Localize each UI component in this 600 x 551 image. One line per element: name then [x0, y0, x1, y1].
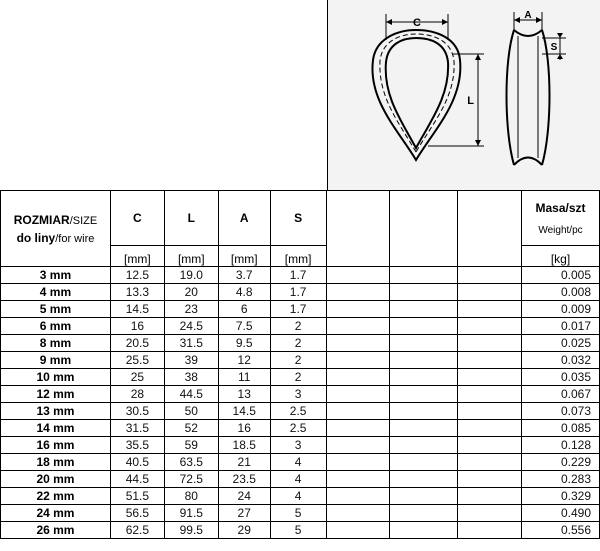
empty-cell: [458, 386, 522, 403]
table-row: [1, 267, 600, 284]
table-row: [1, 488, 600, 505]
empty-cell: [390, 437, 458, 454]
a-cell: 13: [218, 386, 270, 403]
table-row: [1, 437, 600, 454]
header-row: [1, 191, 600, 246]
l-cell: 24.5: [164, 318, 218, 335]
dim-l-label: L: [467, 95, 474, 107]
empty-cell: [458, 267, 522, 284]
mass-cell: 0.283: [522, 471, 600, 488]
c-cell: 25.5: [110, 352, 164, 369]
empty-cell: [390, 301, 458, 318]
table-row: [1, 369, 600, 386]
l-cell: 63.5: [164, 454, 218, 471]
a-cell: 21: [218, 454, 270, 471]
l-cell: 52: [164, 420, 218, 437]
empty-cell: [390, 369, 458, 386]
mass-cell: 0.025: [522, 335, 600, 352]
table-row: [1, 522, 600, 539]
table-row: [1, 403, 600, 420]
l-cell: 31.5: [164, 335, 218, 352]
s-cell: 1.7: [270, 284, 326, 301]
c-cell: 31.5: [110, 420, 164, 437]
a-cell: 12: [218, 352, 270, 369]
a-cell: 18.5: [218, 437, 270, 454]
empty-cell: [326, 505, 390, 522]
s-cell: 2: [270, 352, 326, 369]
empty-cell: [390, 454, 458, 471]
empty-cell: [326, 420, 390, 437]
empty-cell: [390, 471, 458, 488]
empty-cell: [326, 488, 390, 505]
size-cell: 26 mm: [1, 522, 111, 539]
c-cell: 35.5: [110, 437, 164, 454]
c-cell: 51.5: [110, 488, 164, 505]
mass-cell: 0.017: [522, 318, 600, 335]
mass-cell: 0.556: [522, 522, 600, 539]
c-cell: 44.5: [110, 471, 164, 488]
s-cell: 4: [270, 488, 326, 505]
size-cell: 16 mm: [1, 437, 111, 454]
size-cell: 10 mm: [1, 369, 111, 386]
empty-cell: [326, 454, 390, 471]
empty-header-cell: [458, 191, 522, 267]
empty-cell: [390, 403, 458, 420]
a-cell: 23.5: [218, 471, 270, 488]
empty-cell: [390, 267, 458, 284]
weight-label: Weight/pc: [538, 224, 583, 236]
size-cell: 13 mm: [1, 403, 111, 420]
l-cell: 50: [164, 403, 218, 420]
empty-cell: [326, 284, 390, 301]
empty-cell: [326, 437, 390, 454]
table-row: [1, 284, 600, 301]
c-cell: 40.5: [110, 454, 164, 471]
mass-cell: 0.128: [522, 437, 600, 454]
c-cell: 25: [110, 369, 164, 386]
s-cell: 2.5: [270, 403, 326, 420]
size-cell: 6 mm: [1, 318, 111, 335]
l-cell: 44.5: [164, 386, 218, 403]
s-cell: 5: [270, 522, 326, 539]
empty-cell: [326, 522, 390, 539]
empty-cell: [390, 505, 458, 522]
table-row: [1, 386, 600, 403]
size-header-cell: [1, 191, 111, 267]
mass-cell: 0.009: [522, 301, 600, 318]
empty-cell: [326, 403, 390, 420]
size-cell: 18 mm: [1, 454, 111, 471]
s-cell: 4: [270, 471, 326, 488]
col-l-header: L: [164, 191, 218, 246]
s-cell: 1.7: [270, 267, 326, 284]
l-cell: 38: [164, 369, 218, 386]
size-cell: 9 mm: [1, 352, 111, 369]
table-row: [1, 335, 600, 352]
empty-cell: [458, 505, 522, 522]
c-cell: 14.5: [110, 301, 164, 318]
s-cell: 3: [270, 386, 326, 403]
empty-cell: [390, 386, 458, 403]
l-cell: 80: [164, 488, 218, 505]
empty-cell: [390, 318, 458, 335]
empty-cell: [458, 284, 522, 301]
unit-s: [mm]: [270, 246, 326, 267]
empty-cell: [390, 352, 458, 369]
empty-cell: [458, 437, 522, 454]
unit-l: [mm]: [164, 246, 218, 267]
empty-cell: [458, 454, 522, 471]
wire-label-suffix: /for wire: [55, 232, 95, 245]
empty-cell: [458, 471, 522, 488]
spec-table: [0, 190, 600, 539]
a-cell: 9.5: [218, 335, 270, 352]
empty-cell: [390, 284, 458, 301]
mass-cell: 0.067: [522, 386, 600, 403]
empty-cell: [326, 335, 390, 352]
empty-cell: [458, 488, 522, 505]
mass-cell: 0.490: [522, 505, 600, 522]
wire-label-bold: do liny: [16, 230, 56, 245]
empty-cell: [390, 488, 458, 505]
s-cell: 2.5: [270, 420, 326, 437]
empty-cell: [458, 369, 522, 386]
l-cell: 99.5: [164, 522, 218, 539]
c-cell: 28: [110, 386, 164, 403]
col-c-header: C: [110, 191, 164, 246]
l-cell: 20: [164, 284, 218, 301]
a-cell: 24: [218, 488, 270, 505]
mass-cell: 0.073: [522, 403, 600, 420]
s-cell: 2: [270, 318, 326, 335]
mass-cell: 0.085: [522, 420, 600, 437]
s-cell: 3: [270, 437, 326, 454]
a-cell: 3.7: [218, 267, 270, 284]
c-cell: 12.5: [110, 267, 164, 284]
l-cell: 39: [164, 352, 218, 369]
l-cell: 23: [164, 301, 218, 318]
a-cell: 14.5: [218, 403, 270, 420]
a-cell: 16: [218, 420, 270, 437]
size-label-bold: ROZMIAR: [13, 212, 70, 227]
empty-cell: [390, 420, 458, 437]
table-row: [1, 471, 600, 488]
unit-kg: [kg]: [522, 246, 600, 267]
empty-cell: [326, 386, 390, 403]
a-cell: 29: [218, 522, 270, 539]
empty-cell: [458, 352, 522, 369]
s-cell: 2: [270, 335, 326, 352]
dim-s-label: S: [550, 42, 558, 53]
c-cell: 62.5: [110, 522, 164, 539]
mass-label: Masa/szt: [535, 200, 586, 215]
l-cell: 19.0: [164, 267, 218, 284]
c-cell: 20.5: [110, 335, 164, 352]
empty-cell: [326, 267, 390, 284]
empty-header-cell: [326, 191, 390, 267]
dim-c-label: C: [413, 17, 421, 29]
s-cell: 2: [270, 369, 326, 386]
empty-cell: [390, 522, 458, 539]
mass-cell: 0.005: [522, 267, 600, 284]
c-cell: 56.5: [110, 505, 164, 522]
c-cell: 30.5: [110, 403, 164, 420]
table-row: [1, 318, 600, 335]
empty-cell: [458, 420, 522, 437]
size-cell: 14 mm: [1, 420, 111, 437]
mass-cell: 0.229: [522, 454, 600, 471]
size-cell: 12 mm: [1, 386, 111, 403]
table-row: [1, 352, 600, 369]
mass-cell: 0.032: [522, 352, 600, 369]
a-cell: 4.8: [218, 284, 270, 301]
col-s-header: S: [270, 191, 326, 246]
empty-cell: [458, 522, 522, 539]
a-cell: 6: [218, 301, 270, 318]
l-cell: 59: [164, 437, 218, 454]
unit-a: [mm]: [218, 246, 270, 267]
a-cell: 7.5: [218, 318, 270, 335]
empty-cell: [326, 352, 390, 369]
thimble-drawing: [328, 0, 600, 190]
dim-a-label: A: [524, 10, 532, 21]
a-cell: 27: [218, 505, 270, 522]
size-label-suffix: /SIZE: [69, 214, 98, 227]
size-cell: 4 mm: [1, 284, 111, 301]
c-cell: 13.3: [110, 284, 164, 301]
c-cell: 16: [110, 318, 164, 335]
size-cell: 20 mm: [1, 471, 111, 488]
size-cell: 24 mm: [1, 505, 111, 522]
empty-cell: [326, 369, 390, 386]
mass-header-cell: [522, 191, 600, 246]
mass-cell: 0.035: [522, 369, 600, 386]
empty-cell: [458, 403, 522, 420]
empty-cell: [326, 471, 390, 488]
size-cell: 8 mm: [1, 335, 111, 352]
mass-cell: 0.008: [522, 284, 600, 301]
mass-cell: 0.329: [522, 488, 600, 505]
size-cell: 3 mm: [1, 267, 111, 284]
empty-cell: [458, 318, 522, 335]
s-cell: 5: [270, 505, 326, 522]
table-row: [1, 505, 600, 522]
thimble-diagram: [327, 0, 600, 190]
empty-cell: [326, 318, 390, 335]
a-cell: 11: [218, 369, 270, 386]
s-cell: 1.7: [270, 301, 326, 318]
size-cell: 5 mm: [1, 301, 111, 318]
empty-cell: [458, 335, 522, 352]
table-row: [1, 420, 600, 437]
empty-cell: [390, 335, 458, 352]
empty-header-cell: [390, 191, 458, 267]
table-row: [1, 454, 600, 471]
empty-cell: [458, 301, 522, 318]
unit-c: [mm]: [110, 246, 164, 267]
table-row: [1, 301, 600, 318]
size-cell: 22 mm: [1, 488, 111, 505]
l-cell: 72.5: [164, 471, 218, 488]
s-cell: 4: [270, 454, 326, 471]
empty-cell: [326, 301, 390, 318]
col-a-header: A: [218, 191, 270, 246]
l-cell: 91.5: [164, 505, 218, 522]
